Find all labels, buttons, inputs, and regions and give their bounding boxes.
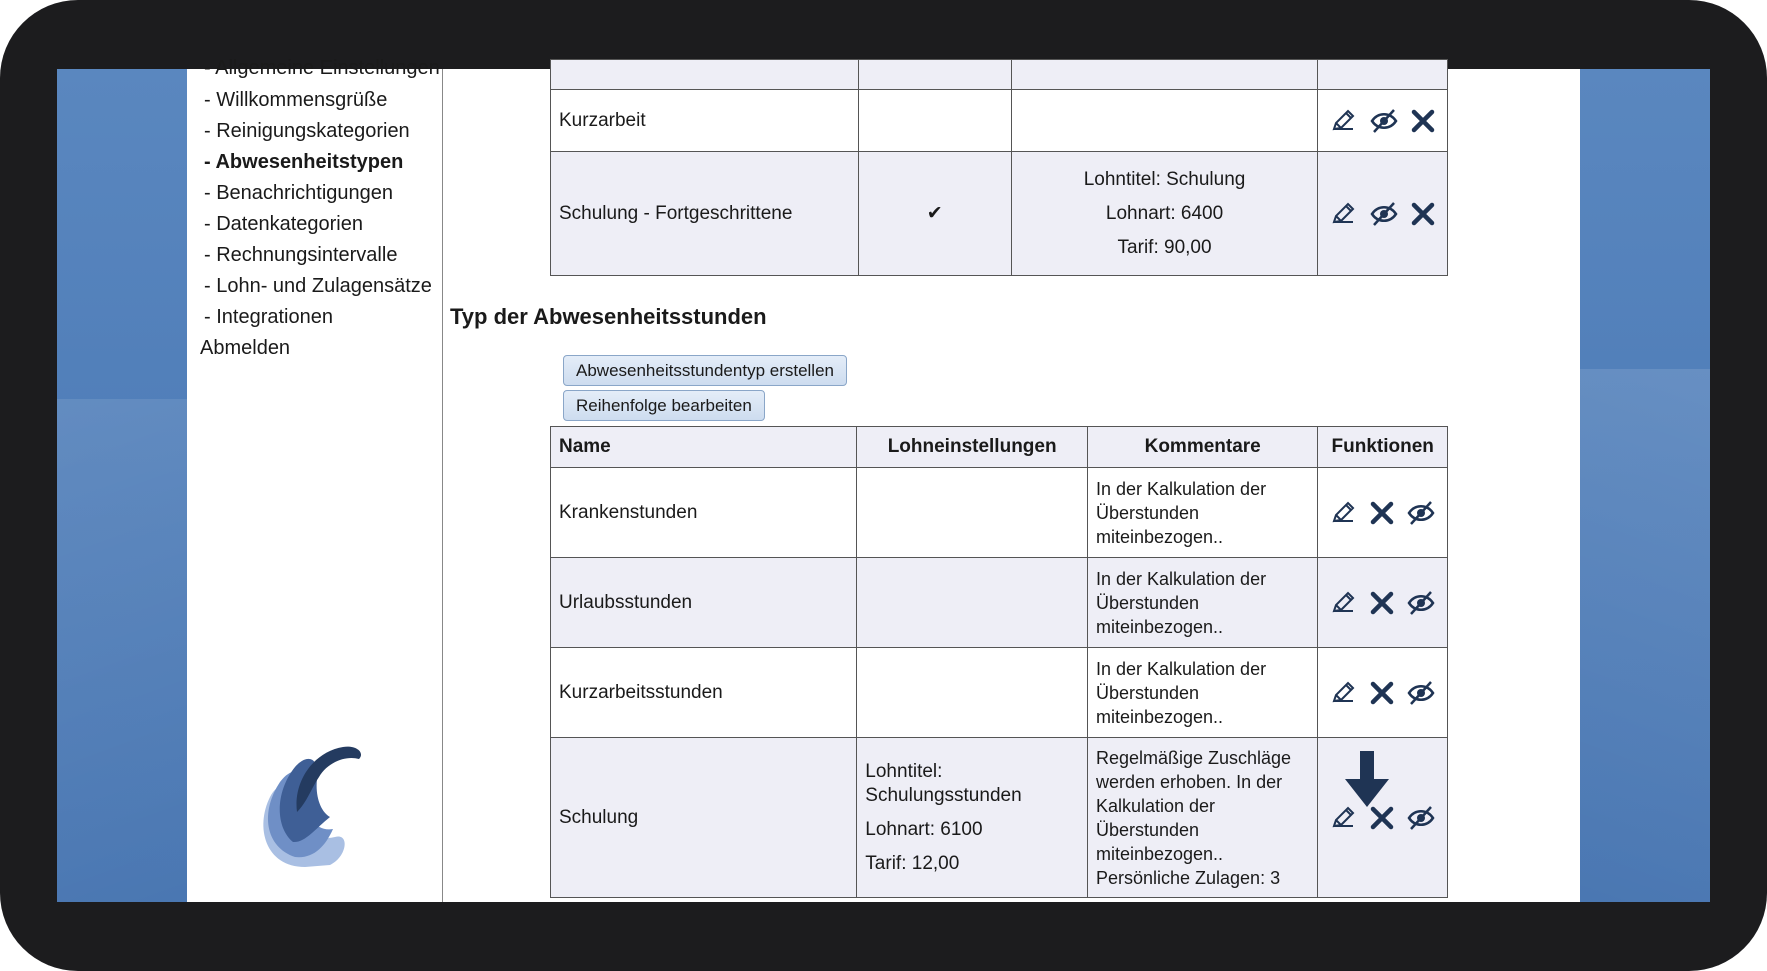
sidebar-item-datenkategorien[interactable]: - Datenkategorien <box>204 213 363 235</box>
wallpaper-right <box>1580 369 1710 902</box>
lohn-art: Lohnart: 6100 <box>865 818 983 840</box>
table-row <box>551 738 1448 898</box>
delete-x-icon[interactable] <box>1369 590 1395 616</box>
row-name: Schulung - Fortgeschrittene <box>551 152 859 276</box>
sidebar-logout-link[interactable]: Abmelden <box>200 337 291 359</box>
lohn-art: Lohnart: 6400 <box>1105 202 1224 224</box>
header-lohn: Lohneinstellungen <box>857 427 1088 468</box>
delete-x-icon[interactable] <box>1369 500 1395 526</box>
sidebar-item-rechnungsintervalle[interactable]: - Rechnungsintervalle <box>204 244 398 266</box>
row-lohn <box>857 648 1088 738</box>
delete-x-icon[interactable] <box>1410 201 1436 227</box>
row-name: Urlaubsstunden <box>551 558 857 648</box>
edit-pencil-icon[interactable] <box>1329 200 1357 228</box>
table-cell <box>1318 60 1448 90</box>
wallpaper-left <box>57 399 187 902</box>
row-comment: In der Kalkulation der Überstunden miteinbezogen.. <box>1087 558 1317 648</box>
row-functions <box>1318 648 1448 738</box>
delete-x-icon[interactable] <box>1369 680 1395 706</box>
create-absence-hours-type-button[interactable]: Abwesenheitsstundentyp erstellen <box>563 355 847 386</box>
sidebar-item-abwesenheitstypen[interactable]: - Abwesenheitstypen <box>204 151 404 173</box>
table-cell <box>858 60 1011 90</box>
row-name: Kurzarbeitsstunden <box>551 648 857 738</box>
header-name: Name <box>551 427 857 468</box>
header-kommentare: Kommentare <box>1087 427 1317 468</box>
sidebar-item-benachrichtigungen[interactable]: - Benachrichtigungen <box>204 182 394 204</box>
row-lohn <box>857 558 1088 648</box>
sidebar-item-reinigungskategorien[interactable]: - Reinigungskategorien <box>204 120 410 142</box>
row-comment: In der Kalkulation der Überstunden miteinbezogen.. <box>1087 468 1317 558</box>
main-content <box>443 69 1580 902</box>
table-header-row <box>551 427 1448 468</box>
row-lohn <box>1011 90 1318 152</box>
row-flag <box>858 90 1011 152</box>
hide-eye-icon[interactable] <box>1406 804 1436 832</box>
table-row <box>551 152 1448 276</box>
edit-pencil-icon[interactable] <box>1329 107 1357 135</box>
edit-pencil-icon[interactable] <box>1329 499 1357 527</box>
lohn-tarif: Tarif: 12,00 <box>865 852 960 874</box>
row-functions <box>1318 90 1448 152</box>
hide-eye-icon[interactable] <box>1406 499 1436 527</box>
row-functions <box>1318 152 1448 276</box>
row-flag <box>858 152 1011 276</box>
sidebar <box>187 57 443 902</box>
edit-order-button[interactable]: Reihenfolge bearbeiten <box>563 390 765 421</box>
sidebar-item-integrationen[interactable]: - Integrationen <box>204 306 333 328</box>
lohn-title: Lohntitel: Schulungsstunden <box>865 760 1022 806</box>
table-row <box>551 468 1448 558</box>
table-row <box>551 558 1448 648</box>
hide-eye-icon[interactable] <box>1406 589 1436 617</box>
table-cell <box>1011 60 1318 90</box>
table-row <box>551 648 1448 738</box>
sidebar-item-allgemeine-einstellungen[interactable]: - Allgemeine Einstellungen <box>204 57 440 79</box>
section-title: Typ der Abwesenheitsstunden <box>450 304 767 329</box>
check-icon: ✔ <box>926 203 943 224</box>
row-lohn <box>857 468 1088 558</box>
table-cell <box>551 60 859 90</box>
absence-hours-table <box>550 426 1448 898</box>
sidebar-item-lohn-und-zulagensaetze[interactable]: - Lohn- und Zulagensätze <box>204 275 432 297</box>
absence-types-table <box>550 59 1448 276</box>
row-name: Schulung <box>551 738 857 898</box>
row-comment: In der Kalkulation der Überstunden miteinbezogen.. <box>1087 648 1317 738</box>
edit-pencil-icon[interactable] <box>1329 679 1357 707</box>
row-functions <box>1318 558 1448 648</box>
lohn-title: Lohntitel: Schulung <box>1083 168 1246 190</box>
table-row <box>551 90 1448 152</box>
hide-eye-icon[interactable] <box>1369 200 1399 228</box>
pointer-arrow-icon <box>1343 751 1391 809</box>
screen <box>57 57 1710 902</box>
sidebar-item-willkommensgruesse[interactable]: - Willkommensgrüße <box>204 89 388 111</box>
hide-eye-icon[interactable] <box>1406 679 1436 707</box>
row-lohn <box>857 738 1088 898</box>
row-name: Krankenstunden <box>551 468 857 558</box>
header-funktionen: Funktionen <box>1318 427 1448 468</box>
row-lohn <box>1011 152 1318 276</box>
delete-x-icon[interactable] <box>1410 108 1436 134</box>
row-functions <box>1318 468 1448 558</box>
company-logo <box>235 717 391 889</box>
web-page <box>187 57 1580 902</box>
hide-eye-icon[interactable] <box>1369 107 1399 135</box>
edit-pencil-icon[interactable] <box>1329 589 1357 617</box>
row-comment: Regelmäßige Zuschläge werden erhoben. In der Kalkulation der Überstunden miteinbezogen.. Persönliche Zulagen: 3 <box>1087 738 1317 898</box>
lohn-tarif: Tarif: 90,00 <box>1117 236 1212 258</box>
row-name: Kurzarbeit <box>551 90 859 152</box>
